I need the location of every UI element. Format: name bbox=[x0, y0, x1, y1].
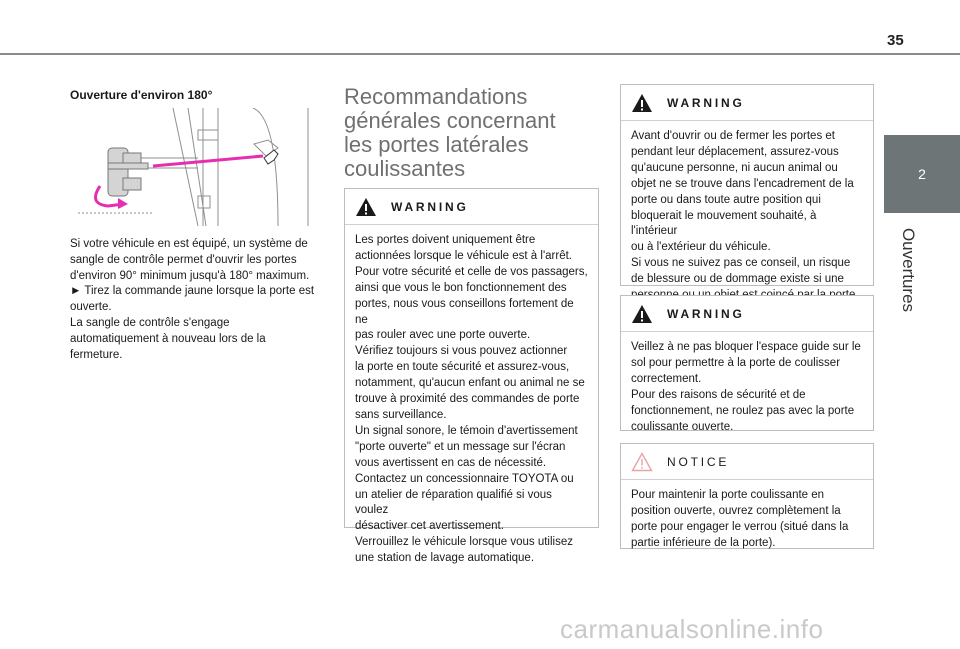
notice-body: Pour maintenir la porte coulissante en position ouverte, ouvrez complètement la porte pour engager le verrou (situé dans la partie inférieure de la porte). bbox=[631, 489, 849, 549]
warning-header bbox=[621, 296, 873, 332]
chapter-label: Ouvertures bbox=[899, 227, 918, 313]
warning-box-3 bbox=[620, 295, 874, 431]
warning-body: Veillez à ne pas bloquer l'espace guide sur le sol pour permettre à la porte de coulisser correctement. Pour des raisons de sécurité et de fonctionnement, ne roulez pas avec la porte coulissante ouverte. bbox=[631, 341, 861, 433]
warning-body: Les portes doivent uniquement être actionnées lorsque le véhicule est à l'arrêt. Pour votre sécurité et celle de vos passagers, ainsi que vous le bon fonctionnement des portes, nous vous conseillons fortement de ne pas rouler avec une porte ouverte. Vérifiez toujours si vous pouvez actionner la porte en toute sécurité et assurez-vous, notamment, qu'aucun enfant ou animal ne se trouve à proximité des commandes de porte sans surveillance. Un signal sonore, le témoin d'avertissement "porte ouverte" et un message sur l'écran vous avertissent en cas de nécessité. Contactez un concessionnaire TOYOTA ou un atelier de réparation qualifié si vous voulez désactiver cet avertissement. Verrouillez le véhicule lorsque vous utilisez une station de lavage automatique. bbox=[355, 234, 588, 565]
warning-body: Avant d'ouvrir ou de fermer les portes et pendant leur déplacement, assurez-vous qu'aucune personne, ni aucun animal ou objet ne se trouve dans l'encadrement de la porte ou dans toute autre position qui bloquerait le mouvement souhaité, à l'intérieur ou à l'extérieur du véhicule. Si vous ne suivez pas ce conseil, un risque de blessure ou de dommage existe si une bbox=[631, 130, 854, 286]
warning-title: WARNING bbox=[391, 199, 469, 214]
watermark: carmanualsonline.info bbox=[560, 614, 824, 644]
warning-box-2 bbox=[620, 84, 874, 286]
warning-title: WARNING bbox=[667, 95, 745, 110]
warning-icon bbox=[355, 197, 377, 217]
warning-header bbox=[345, 189, 598, 225]
notice-title: NOTICE bbox=[667, 454, 730, 469]
left-heading: Ouverture d'environ 180° bbox=[70, 88, 213, 102]
chapter-tab[interactable] bbox=[884, 135, 960, 213]
page-number: 35 bbox=[887, 32, 904, 49]
door-hinge-illustration bbox=[78, 108, 328, 226]
warning-title: WARNING bbox=[667, 306, 745, 321]
left-body-paragraph: Si votre véhicule en est équipé, un système de sangle de contrôle permet d'ouvrir les portes d'environ 90° minimum jusqu'à 180° maximum. ► Tirez la commande jaune lorsque la porte est ouverte. La sangle de contrôle s'engage automatiquement à nouveau lors de la fermeture. bbox=[70, 238, 315, 361]
section-title: Recommandations générales concernant les portes latérales coulissantes bbox=[344, 84, 556, 181]
notice-header bbox=[621, 444, 873, 480]
hand-pull-icon bbox=[264, 150, 278, 164]
door-hinge-icon bbox=[108, 148, 148, 196]
warning-header bbox=[621, 85, 873, 121]
warning-box-1 bbox=[344, 188, 599, 565]
warning-icon bbox=[631, 93, 653, 113]
notice-box bbox=[620, 443, 874, 549]
notice-icon bbox=[631, 452, 653, 472]
chapter-number: 2 bbox=[918, 166, 926, 182]
warning-icon bbox=[631, 304, 653, 324]
left-body-text bbox=[70, 237, 330, 363]
header-rule bbox=[0, 53, 960, 55]
